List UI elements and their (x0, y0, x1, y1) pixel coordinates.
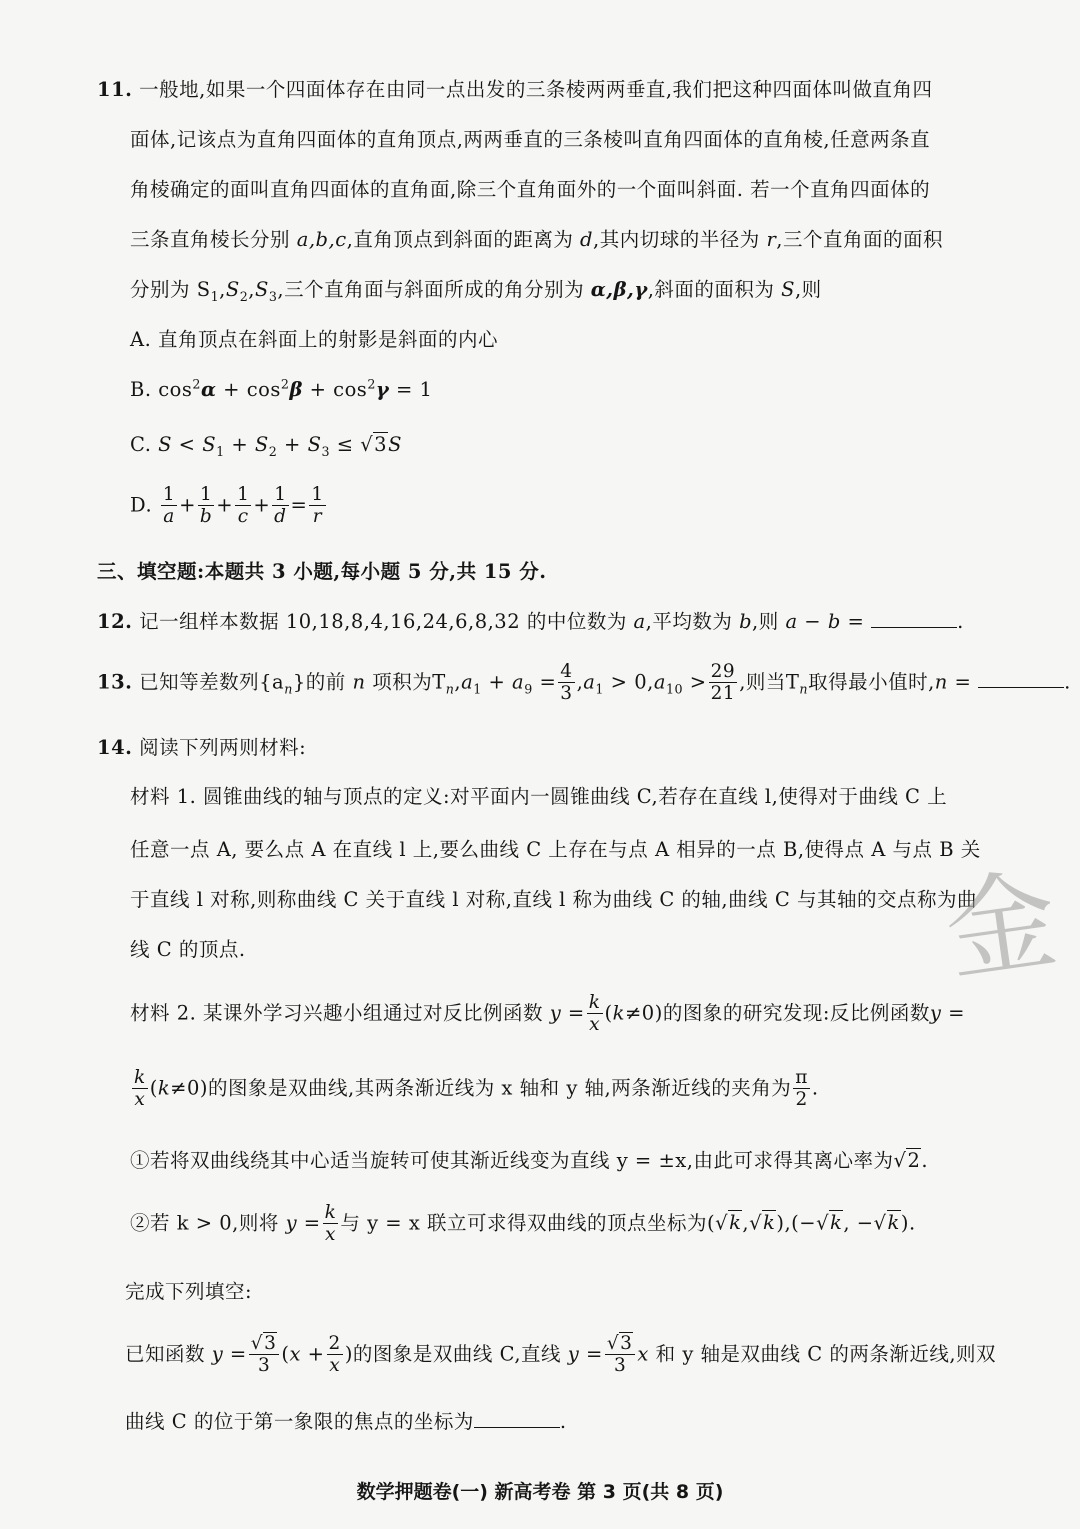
q14-point-1: ①若将双曲线绕其中心适当旋转可使其渐近线变为直线 y = ±x,由此可求得其离心率为√2. (130, 1149, 929, 1172)
q14-material-2-line-2: $\frac{k}{x}$ (k≠0)的图象是双曲线,其两条渐近线为 x 轴和 y 轴,两条渐近线的夹角为 $\frac{\pi}{2}$ . (134, 1067, 819, 1111)
q11-l4-a: 三条直角棱长分别 (130, 228, 297, 251)
q14-material-1-line-2: 任意一点 A, 要么点 A 在直线 l 上,要么曲线 C 上存在与点 A 相异的一点 B,使得点 A 与点 B 关 (130, 838, 981, 861)
q13-text-c: 项积为T (365, 670, 446, 694)
q14-final-line-2 (125, 1412, 567, 1432)
q14-intro (97, 738, 306, 758)
q12-text-d: = (840, 610, 872, 633)
q12 (97, 612, 964, 632)
q14-m2-text-b: 的图象的研究发现:反比例函数 (662, 1001, 930, 1025)
q12-number: 12. (97, 610, 133, 633)
q14-m2-text-c: 的图象是双曲线,其两条渐近线为 x 轴和 y 轴,两条渐近线的夹角为 (208, 1076, 792, 1100)
q14-m2-text-a: 材料 2. 某课外学习兴趣小组通过对反比例函数 (130, 1001, 550, 1025)
q11-line-5: 分别为 $S_1,S_2,S_3$,三个直角面与斜面所成的角分别为 α,β,γ,斜面的面积为 S,则 (130, 278, 822, 304)
q13-text-f: = (947, 670, 979, 694)
q11-option-c: C. $S < S_1 + S_2 + S_3 \le √3S$ (130, 433, 402, 459)
q11-option-c-label: C. (130, 433, 159, 456)
q12-a: a (633, 610, 646, 633)
q11-option-b: B. $\cos^2\alpha + \cos^2\beta + \cos^2\gamma = 1$ (130, 376, 433, 401)
q13-text-b: }的前 (292, 670, 353, 694)
q11-option-d: D. $\frac{1}{a}$ + $\frac{1}{b}$ + $\frac{1}{c}$ + $\frac{1}{d}$ = $\frac{1}{r}$ (130, 484, 324, 528)
q11-line-3: 角棱确定的面叫直角四面体的直角面,除三个直角面外的一个面叫斜面. 若一个直角四面体的 (130, 178, 931, 201)
q13-n: n (352, 670, 366, 694)
q11-option-b-label: B. (130, 378, 159, 401)
q11-option-d-label: D. (130, 493, 159, 517)
page-footer: 数学押题卷(一) 新高考卷 第 3 页(共 8 页) (356, 1481, 724, 1503)
q14-material-1-line-1: 材料 1. 圆锥曲线的轴与顶点的定义:对平面内一圆锥曲线 C,若存在直线 l,使得对于曲线 C 上 (130, 785, 948, 808)
q14-material-1-line-3: 于直线 l 对称,则称曲线 C 关于直线 l 对称,直线 l 称为曲线 C 的轴,曲线 C 与其轴的交点称为曲 (130, 888, 977, 911)
q14-number: 14. (97, 736, 133, 759)
q11-line-1 (97, 80, 933, 100)
q11-l4-e: ,其内切球的半径为 (593, 228, 767, 251)
q14-point-2-text-a: ②若 k > 0,则将 (130, 1211, 286, 1235)
q12-text-a: 记一组样本数据 10,18,8,4,16,24,6,8,32 的中位数为 (139, 610, 634, 633)
q14-material-2-line-1: 材料 2. 某课外学习兴趣小组通过对反比例函数 y = $\frac{k}{x}$ (k≠0)的图象的研究发现:反比例函数y = (130, 992, 965, 1036)
q11-line-2: 面体,记该点为直角四面体的直角顶点,两两垂直的三条棱叫直角四面体的直角棱,任意两条直 (130, 128, 931, 151)
q13-text-a: 已知等差数列{a (139, 670, 285, 694)
q14-end: . (559, 1410, 567, 1433)
q11-l4-r: r (766, 228, 777, 251)
watermark-stamp: 金 (937, 854, 1065, 997)
q11-line-4 (130, 230, 943, 250)
q12-answer-blank[interactable] (871, 626, 957, 628)
q11-l5-a: 分别为 S (130, 278, 211, 301)
q14-final-text-b: 的图象是双曲线 C,直线 (352, 1342, 568, 1366)
q11-l4-d: d (580, 228, 594, 251)
q11-text-1: 一般地,如果一个四面体存在由同一点出发的三条棱两两垂直,我们把这种四面体叫做直角四 (139, 78, 933, 101)
q11-l5-b: ,三个直角面与斜面所成的角分别为 (277, 278, 591, 301)
q13-text-d: ,则当T (739, 670, 800, 694)
q14-intro-text: 阅读下列两则材料: (139, 736, 307, 759)
q12-end: . (957, 610, 964, 633)
q11-l4-abc: a,b,c (296, 228, 347, 251)
q14-point-2: ②若 k > 0,则将 y = $\frac{k}{x}$ 与 y = x 联立可求得双曲线的顶点坐标为(√k,√k),(−√k, −√k). (130, 1202, 916, 1246)
q11-option-a: A. 直角顶点在斜面上的射影是斜面的内心 (130, 328, 498, 351)
q14-final-text-a: 已知函数 (125, 1342, 212, 1366)
q11-l5-s: S (781, 278, 795, 301)
q14-final-text-c: 和 y 轴是双曲线 C 的两条渐近线,则双 (648, 1342, 997, 1366)
q11-l4-c: ,直角顶点到斜面的距离为 (346, 228, 581, 251)
q12-text-c: ,则 (752, 610, 786, 633)
q11-l5-f: ,则 (794, 278, 822, 301)
q14-final-text-d: 曲线 C 的位于第一象限的焦点的坐标为 (125, 1410, 474, 1433)
q11-l4-g: ,三个直角面的面积 (776, 228, 943, 251)
q13-end: . (1064, 670, 1071, 694)
q14-answer-blank[interactable] (474, 1426, 560, 1428)
q11-number: 11. (97, 78, 133, 101)
q12-b: b (739, 610, 753, 633)
section-3-title: 三、填空题:本题共 3 小题,每小题 5 分,共 15 分. (97, 560, 547, 583)
q12-text-b: ,平均数为 (645, 610, 740, 633)
q12-expr: a − b (785, 610, 841, 633)
q13-number: 13. (97, 670, 133, 694)
q13-answer-blank[interactable] (978, 686, 1064, 688)
q14-point-1-text: ①若将双曲线绕其中心适当旋转可使其渐近线变为直线 y = ±x,由此可求得其离心率为 (130, 1149, 894, 1172)
q13-text-e: 取得最小值时, (808, 670, 935, 694)
q14-task: 完成下列填空: (125, 1280, 253, 1303)
q14-material-1-line-4: 线 C 的顶点. (130, 938, 246, 961)
q11-l5-d: ,斜面的面积为 (647, 278, 782, 301)
q14-point-2-text-b: 与 y = x 联立可求得双曲线的顶点坐标为 (340, 1211, 708, 1235)
q11-l5-angles: α,β,γ (590, 278, 648, 301)
q14-final-line-1: 已知函数 y = $\frac{√3}{3}$ (x + $\frac{2}{x}$ )的图象是双曲线 C,直线 y = $\frac{√3}{3}$ x 和 y 轴是双曲线 C 的两条渐近线,则双 (125, 1333, 997, 1377)
q13: 13. 已知等差数列$\{a_n\}$的前 n 项积为$T_n,a_1 + a_9$ = $\frac{4}{3}$ $,a_1 > 0,a_{10}$ > $\frac{29}{21}$ ,则当$T_n$取得最小值时,n = . (97, 661, 1071, 705)
